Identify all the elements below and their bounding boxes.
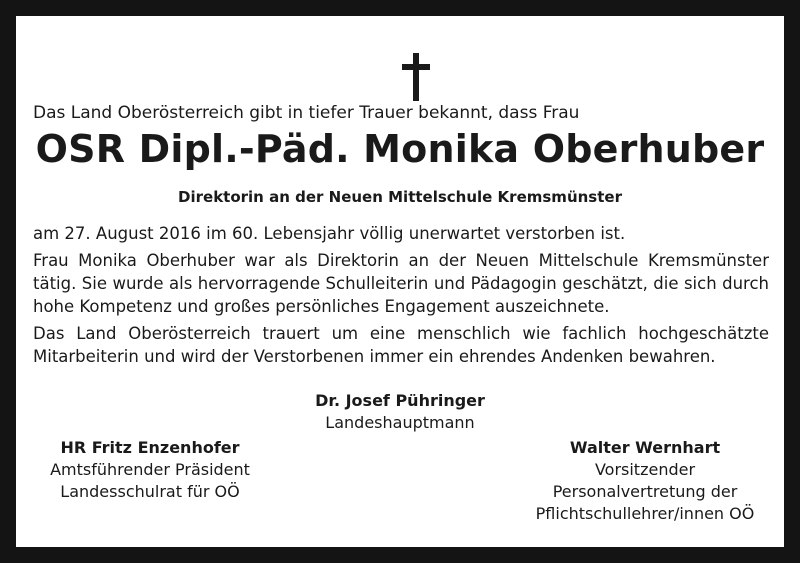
paragraph-3: Das Land Oberösterreich trauert um eine menschlich wie fachlich hochgeschätzte Mitarbeiterin und wird der Verstorbenen immer ein ehrendes Andenken bewahren. (33, 324, 769, 366)
signatory-name: Walter Wernhart (569, 438, 721, 457)
signatory-title: Vorsitzender (594, 460, 696, 479)
signature-right (500, 437, 790, 525)
intro-text: Das Land Oberösterreich gibt in tiefer Trauer bekannt, dass Frau (33, 103, 580, 123)
paragraph-1: am 27. August 2016 im 60. Lebensjahr völlig unerwartet verstorben ist. (33, 224, 626, 243)
paragraph-2: Frau Monika Oberhuber war als Direktorin an der Neuen Mittelschule Kremsmünster tätig. Sie wurde als hervorragende Schulleiterin und Pädagogin geschätzt, die sich durch hohe Kompetenz und großes persönliches Engagement auszeichnete. (33, 251, 769, 316)
deceased-role: Direktorin an der Neuen Mittelschule Kremsmünster (178, 188, 622, 206)
deceased-name: OSR Dipl.-Päd. Monika Oberhuber (35, 127, 765, 171)
signatory-title: Pflichtschullehrer/innen OÖ (535, 504, 755, 523)
signatory-title: Landesschulrat für OÖ (60, 482, 240, 501)
signature-left (20, 437, 280, 503)
signatory-title: Personalvertretung der (552, 482, 738, 501)
signature-center (250, 390, 550, 434)
signatory-title: Landeshauptmann (325, 413, 475, 432)
cross-icon (400, 53, 432, 101)
signatory-name: HR Fritz Enzenhofer (60, 438, 240, 457)
signatory-name: Dr. Josef Pühringer (315, 391, 485, 410)
signatory-title: Amtsführender Präsident (50, 460, 250, 479)
